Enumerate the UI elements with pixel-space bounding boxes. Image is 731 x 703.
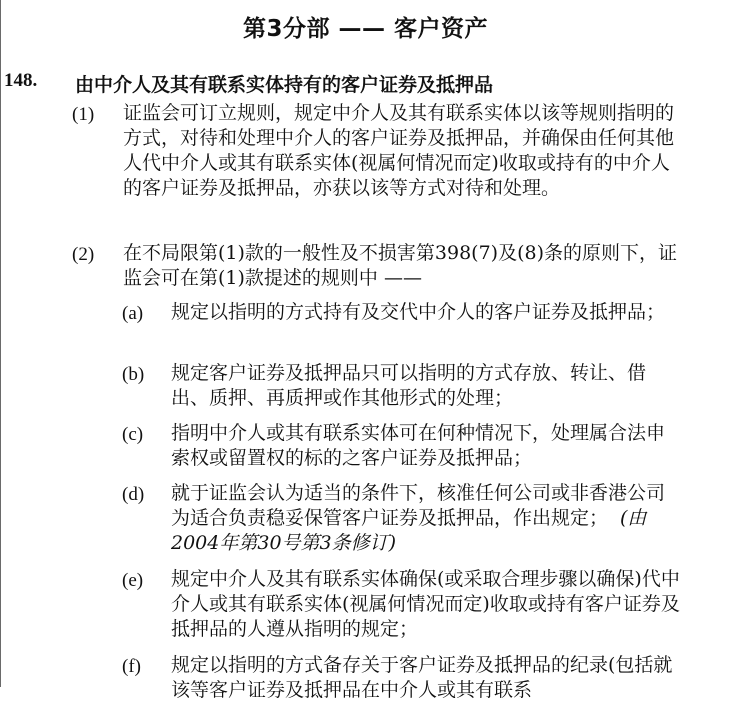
paragraph-a-text: 规定以指明的方式持有及交代中介人的客户证券及抵押品； — [171, 301, 666, 323]
subsection-2-text: 在不局限第(1)款的一般性及不损害第398(7)及(8)条的原则下，证监会可在第(1)款提述的规则中 —— — [123, 242, 678, 289]
paragraph-d-body: 就于证监会认为适当的条件下，核准任何公司或非香港公司为适合负责稳妥保管客户证券及抵押品，作出规定； — [171, 482, 666, 529]
paragraph-c-text: 指明中介人或其有联系实体可在何种情况下，处理属合法申索权或留置权的标的之客户证券及抵押品； — [171, 422, 666, 469]
subsection-1-text: 证监会可订立规则，规定中介人及其有联系实体以该等规则指明的方式，对待和处理中介人的客户证券及抵押品，并确保由任何其他人代中介人或其有联系实体(视属何情况而定)收取或持有的中介人的客户证券及抵押品，亦获以该等方式对待和处理。 — [123, 102, 675, 199]
paragraph-e-text: 规定中介人及其有联系实体确保(或采取合理步骤以确保)代中介人或其有联系实体(视属何情况而定)收取或持有客户证券及抵押品的人遵从指明的规定； — [171, 568, 680, 640]
paragraph-b-number: (b) — [122, 364, 145, 385]
amendment-note: (由2004年第30号第3条修订) — [171, 507, 647, 554]
part-title: 第3分部 —— 客户资产 — [242, 16, 489, 42]
paragraph-c-number: (c) — [122, 424, 144, 445]
paragraph-b-text: 规定客户证券及抵押品只可以指明的方式存放、转让、借出、质押、再质押或作其他形式的处理； — [171, 362, 647, 409]
section-number: 148. — [4, 70, 38, 91]
section-heading: 由中介人及其有联系实体持有的客户证券及抵押品 — [75, 74, 494, 96]
subsection-1-number: (1) — [72, 104, 95, 125]
page-left-border — [0, 0, 1, 687]
paragraph-a-number: (a) — [122, 303, 144, 324]
paragraph-e-number: (e) — [122, 570, 144, 591]
paragraph-f-number: (f) — [122, 656, 141, 677]
paragraph-d-number: (d) — [122, 484, 145, 505]
subsection-2-number: (2) — [72, 244, 95, 265]
paragraph-d-text — [171, 481, 683, 556]
paragraph-f-text: 规定以指明的方式备存关于客户证券及抵押品的纪录(包括就该等客户证券及抵押品在中介人或其有联系 — [171, 654, 673, 701]
